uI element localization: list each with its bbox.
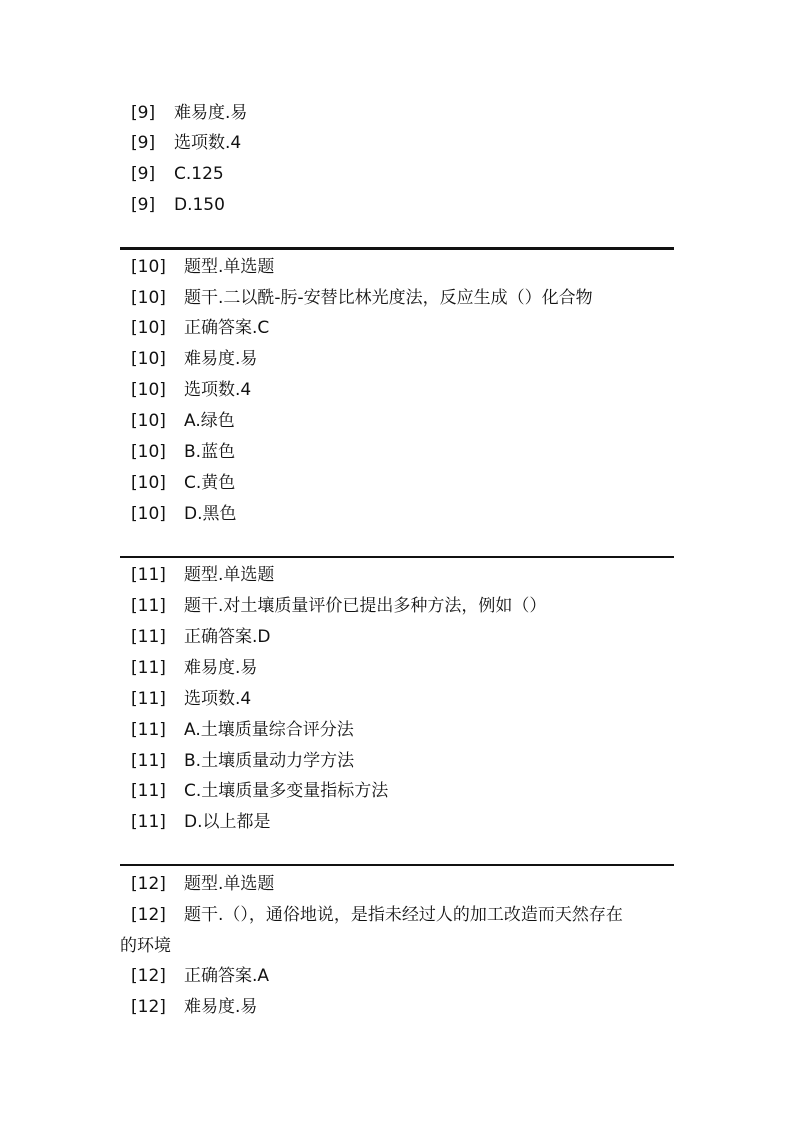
item-text: B.蓝色 [184,442,236,462]
block-11-line-9 [131,812,271,832]
block-11-line-2 [131,596,546,616]
item-text: A.土壤质量综合评分法 [184,720,354,740]
item-number: [11] [131,812,166,832]
block-10-line-7 [131,442,235,462]
item-number: [11] [131,781,166,801]
item-text: C.黄色 [184,473,236,493]
item-number: [11] [131,565,166,585]
block-10-line-1 [131,257,274,277]
block-12-line-2 [131,905,623,925]
item-number: [9] [131,133,156,153]
item-text: 题干.二以酰-肟-安替比林光度法，反应生成（）化合物 [184,288,593,308]
item-number: [11] [131,720,166,740]
block-10-line-8 [131,473,235,493]
item-number: [11] [131,596,166,616]
item-text: 题干.（），通俗地说，是指未经过人的加工改造而天然存在 [184,905,623,925]
item-number: [12] [131,905,166,925]
item-text: 难易度.易 [174,103,248,123]
section-divider [120,864,674,866]
item-number: [11] [131,627,166,647]
item-number: [10] [131,318,166,338]
item-text: 选项数.4 [174,133,242,153]
item-text: C.土壤质量多变量指标方法 [184,781,389,801]
item-number: [10] [131,349,166,369]
item-text: A.绿色 [184,411,235,431]
item-text: 题干.对土壤质量评价已提出多种方法，例如（） [184,596,547,616]
item-text: 正确答案.C [184,318,270,338]
block-10-line-6 [131,411,235,431]
block-12-line-1 [131,874,274,894]
block-11-line-5 [131,689,251,709]
block-12-line-3 [131,966,269,986]
item-text: 难易度.易 [184,349,258,369]
block-11-line-3 [131,627,271,647]
item-text: D.以上都是 [184,812,271,832]
block-11-line-6 [131,720,354,740]
block-11-line-7 [131,751,354,771]
item-number: [10] [131,473,166,493]
section-divider [120,556,674,558]
item-number: [12] [131,997,166,1017]
block-9-line-1 [131,103,247,123]
section-divider [120,247,674,250]
item-text: D.黑色 [184,504,237,524]
item-text: 题型.单选题 [184,257,275,277]
item-text: 难易度.易 [184,997,258,1017]
item-number: [10] [131,380,166,400]
item-number: [9] [131,103,156,123]
block-10-line-9 [131,504,237,524]
item-number: [9] [131,195,156,215]
block-11-line-4 [131,658,257,678]
block-10-line-5 [131,380,251,400]
item-number: [10] [131,288,166,308]
item-text: C.125 [174,164,224,184]
item-number: [11] [131,658,166,678]
item-number: [12] [131,874,166,894]
item-text: 选项数.4 [184,380,252,400]
block-10-line-4 [131,349,257,369]
item-number: [9] [131,164,156,184]
item-number: [11] [131,689,166,709]
block-11-line-8 [131,781,388,801]
item-text: 正确答案.A [184,966,270,986]
item-number: [11] [131,751,166,771]
item-text: 题型.单选题 [184,874,275,894]
block-9-line-2 [131,133,241,153]
item-text: 正确答案.D [184,627,271,647]
block-12-line-4 [131,997,257,1017]
item-number: [10] [131,411,166,431]
block-10-line-3 [131,318,269,338]
item-number: [10] [131,442,166,462]
item-text: 难易度.易 [184,658,258,678]
item-text: B.土壤质量动力学方法 [184,751,355,771]
item-number: [12] [131,966,166,986]
block-12-line-2-continuation: 的环境 [120,936,171,956]
item-number: [10] [131,504,166,524]
block-10-line-2 [131,288,593,308]
item-number: [10] [131,257,166,277]
block-11-line-1 [131,565,274,585]
block-9-line-4 [131,195,225,215]
item-text: 选项数.4 [184,689,252,709]
item-text: D.150 [174,195,225,215]
block-9-line-3 [131,164,224,184]
item-text: 题型.单选题 [184,565,275,585]
